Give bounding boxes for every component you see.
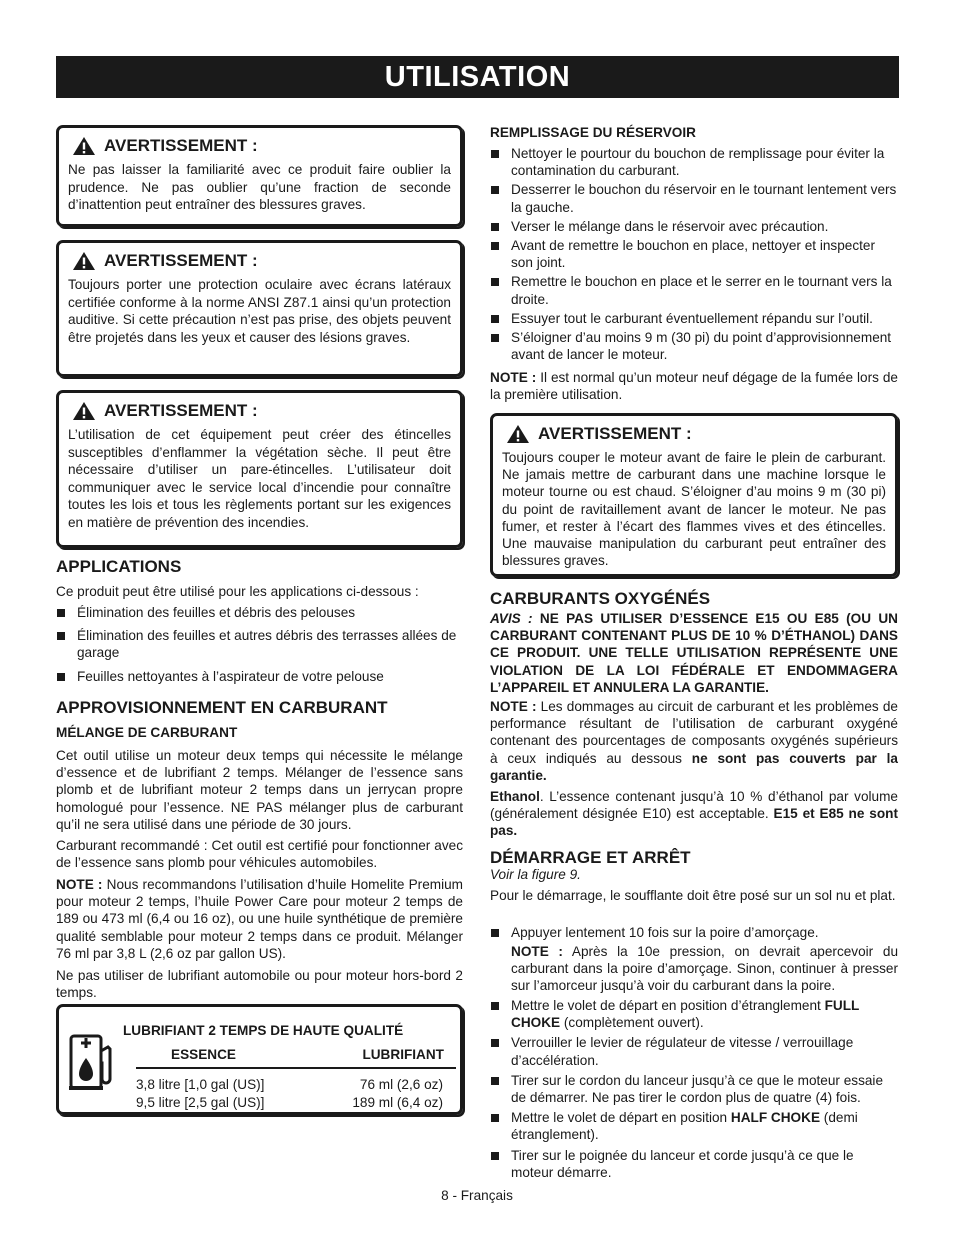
warning-heading: AVERTISSEMENT : [104, 136, 258, 155]
item-text: Mettre le volet de départ en position d’étranglement [511, 998, 825, 1013]
list-item: Nettoyer le pourtour du bouchon de remplissage pour éviter la contamination du carburant. [490, 145, 898, 179]
ethanol-text: . L’essence contenant jusqu’à 10 % d’éthanol par volume (généralement désignée E10) est acceptable. [490, 789, 898, 822]
fuel-paragraph-1: Cet outil utilise un moteur deux temps qui nécessite le mélange d’essence et de lubrifiant 2 temps. Mélanger de l’essence sans plomb et de lubrifiant moteur 2 temps dans un jerrycan propre homologué pour l’essence. NE PAS mélanger plus de carburant qu’il ne sera utilisé dans une période de 30 jours. [56, 748, 463, 832]
list-item: Verrouiller le levier de régulateur de vitesse / verrouillage d’accélération. [490, 1034, 898, 1068]
item-text: Mettre le volet de départ en position [511, 1110, 731, 1126]
table-cell-lubrifiant: 189 ml (6,4 oz) [352, 1095, 443, 1110]
list-item: Feuilles nettoyantes à l’aspirateur de votre pelouse [56, 668, 463, 685]
list-item: Élimination des feuilles et débris des pelouses [56, 604, 463, 621]
warning-heading: AVERTISSEMENT : [538, 424, 692, 443]
warning-box-familiarity [56, 125, 463, 227]
warning-heading: AVERTISSEMENT : [104, 401, 258, 420]
item-bold-text: HALF CHOKE [730, 1110, 821, 1126]
ethanol-label: Ethanol [490, 789, 540, 804]
column-header-lubrifiant: LUBRIFIANT [362, 1047, 444, 1062]
fuel-pump-icon [68, 1033, 120, 1093]
lubricant-table-box [56, 1004, 463, 1115]
note-label: NOTE : [56, 877, 103, 892]
list-item [490, 997, 898, 1031]
warning-triangle-icon [72, 251, 96, 271]
start-stop-heading: DÉMARRAGE ET ARRÊT [490, 848, 691, 867]
warning-box-refueling [490, 413, 898, 577]
note-text: Les dommages au circuit de carburant et les problèmes de performance résultant de l’utilisation de carburant oxygéné contenant des pourcentages de composants oxygénés supérieurs à ceux indiqués au dessous [490, 699, 898, 766]
warning-triangle-icon [72, 401, 96, 421]
warning-text: Toujours couper le moteur avant de faire le plein de carburant. Ne jamais mettre de carburant dans une machine lorsque le moteur tourne ou est chaud. S’éloigner d’au moins 9 m (30 pi) du point de ravitaillement avant de lancer le moteur. Ne pas fumer, et rester à l’écart des flammes vives et des étincelles. Une mauvaise manipulation du carburant peut entraîner des blessures graves. [502, 450, 886, 569]
avis-text: NE PAS UTILISER D’ESSENCE E15 OU E85 (OU UN CARBURANT CONTENANT PLUS DE 10 % D’ÉTHANOL) DANS CE PRODUIT. UNE TELLE UTILISATION REPRÉSENTE UNE VIOLATION DE LA LOI FÉDÉRALE ET ENDOMMAGERA L’APPAREIL ET ANNULERA LA GARANTIE. [490, 611, 898, 695]
lubricant-table-title: LUBRIFIANT 2 TEMPS DE HAUTE QUALITÉ [123, 1023, 404, 1038]
start-stop-item1-note [511, 943, 898, 995]
oxygenated-note [490, 698, 898, 784]
note-text: Après la 10e pression, on devrait apercevoir du carburant dans la poire d’amorçage. Sinon, continuer à presser sur l’amorceur jusqu’à voir du carburant dans la poire. [511, 944, 898, 994]
warning-triangle-icon [72, 136, 96, 156]
list-item [490, 1109, 898, 1143]
list-item: Appuyer lentement 10 fois sur la poire d’amorçage. [490, 924, 898, 941]
table-cell-lubrifiant: 76 ml (2,6 oz) [359, 1077, 443, 1092]
list-item: Verser le mélange dans le réservoir avec précaution. [490, 218, 898, 235]
oxygenated-ethanol [490, 788, 898, 840]
note-bold-text: ne sont pas couverts par la garantie. [490, 750, 898, 783]
note-label: NOTE : [511, 944, 563, 959]
ethanol-bold-text: E15 et E85 ne sont pas. [490, 806, 898, 839]
oxygenated-avis [490, 610, 898, 696]
note-text: Nous recommandons l’utilisation d’huile Homelite Premium pour moteur 2 temps, l’huile Power Care pour moteur 2 temps de 189 ou 473 ml (6,4 ou 16 oz), ou une huile synthétique de première qualité semblable pour moteur 2 temps dans ce produit. Mélanger 76 ml par 3,8 L (2,6 oz par gallon US). [56, 877, 463, 961]
warning-heading: AVERTISSEMENT : [104, 251, 258, 270]
applications-list [56, 604, 463, 685]
start-stop-list [490, 924, 898, 941]
page-footer: 8 - Français [441, 1188, 513, 1203]
fuel-paragraph-4: Ne pas utiliser de lubrifiant automobile ou pour moteur hors-bord 2 temps. [56, 968, 463, 1001]
applications-heading: APPLICATIONS [56, 557, 182, 576]
table-row [136, 1077, 443, 1094]
list-item: Desserrer le bouchon du réservoir en le tournant lentement vers la gauche. [490, 181, 898, 215]
note-text: Il est normal qu’un moteur neuf dégage de la fumée lors de la première utilisation. [490, 370, 898, 403]
refill-note [490, 369, 898, 403]
table-row [136, 1095, 443, 1112]
warning-box-sparks [56, 390, 463, 548]
oxygenated-heading: CARBURANTS OXYGÉNÉS [490, 589, 711, 608]
applications-intro: Ce produit peut être utilisé pour les applications ci-dessous : [56, 584, 419, 599]
warning-text: Toujours porter une protection oculaire avec écrans latéraux certifiée conforme à la norme ANSI Z87.1 ainsi qu’un protection auditive. Si cette précaution n’est pas prise, des objets peuvent être projetés dans les yeux et causer des lésions graves. [68, 277, 451, 345]
list-item: S’éloigner d’au moins 9 m (30 pi) du point d’approvisionnement avant de lancer le moteur. [490, 329, 898, 363]
item-text: (demi étranglement). [511, 1110, 858, 1143]
list-item: Tirer sur le poignée du lanceur et corde jusqu’à ce que le moteur démarre. [490, 1147, 898, 1181]
start-stop-intro: Pour le démarrage, le soufflante doit être posé sur un sol nu et plat. [490, 888, 896, 903]
table-cell-essence: 9,5 litre [2,5 gal (US)] [136, 1095, 265, 1110]
item-text: (complètement ouvert). [560, 1015, 704, 1031]
warning-text: L’utilisation de cet équipement peut créer des étincelles susceptibles d’enflammer la végétation sèche. Il peut être nécessaire d’utiliser un pare-étincelles. L’utilisateur doit communiquer avec le service local d’incendie pour connaître toutes les lois et tous les règlements portant sur les exigences en matière de prévention des incendies. [68, 427, 451, 530]
list-item: Élimination des feuilles et autres débris des terrasses allées de garage [56, 627, 463, 661]
warning-triangle-icon [506, 424, 530, 444]
refill-heading: REMPLISSAGE DU RÉSERVOIR [490, 125, 696, 140]
list-item: Essuyer tout le carburant éventuellement répandu sur l’outil. [490, 310, 898, 327]
item-bold-text: FULL CHOKE [511, 998, 860, 1031]
fuel-paragraph-2: Carburant recommandé : Cet outil est certifié pour fonctionner avec de l’essence sans plomb pour véhicules automobiles. [56, 838, 463, 871]
warning-box-eye-protection [56, 240, 463, 377]
list-item: Avant de remettre le bouchon en place, nettoyer et inspecter son joint. [490, 237, 898, 271]
list-item: Remettre le bouchon en place et le serrer en le tournant vers la droite. [490, 273, 898, 307]
lubricant-table-header [136, 1047, 456, 1069]
list-item: Tirer sur le cordon du lanceur jusqu’à ce que le moteur essaie de démarrer. Ne pas tirer le cordon plus de quatre (4) fois. [490, 1072, 898, 1106]
warning-text: Ne pas laisser la familiarité avec ce produit faire oublier la prudence. Ne pas oublier qu’une fraction de seconde d’inattention peut entraîner des blessures graves. [68, 162, 451, 212]
page-title: UTILISATION [56, 56, 899, 98]
fuel-mix-heading: MÉLANGE DE CARBURANT [56, 725, 238, 740]
fuel-heading: APPROVISIONNEMENT EN CARBURANT [56, 698, 388, 717]
note-label: NOTE : [490, 370, 537, 385]
avis-label: AVIS : [490, 611, 533, 626]
table-cell-essence: 3,8 litre [1,0 gal (US)] [136, 1077, 265, 1092]
note-label: NOTE : [490, 699, 537, 714]
start-stop-list-continued [490, 997, 898, 1181]
fuel-paragraph-3 [56, 876, 463, 962]
refill-list [490, 145, 898, 363]
column-header-essence: ESSENCE [171, 1047, 236, 1062]
start-stop-see-figure: Voir la figure 9. [490, 867, 581, 882]
